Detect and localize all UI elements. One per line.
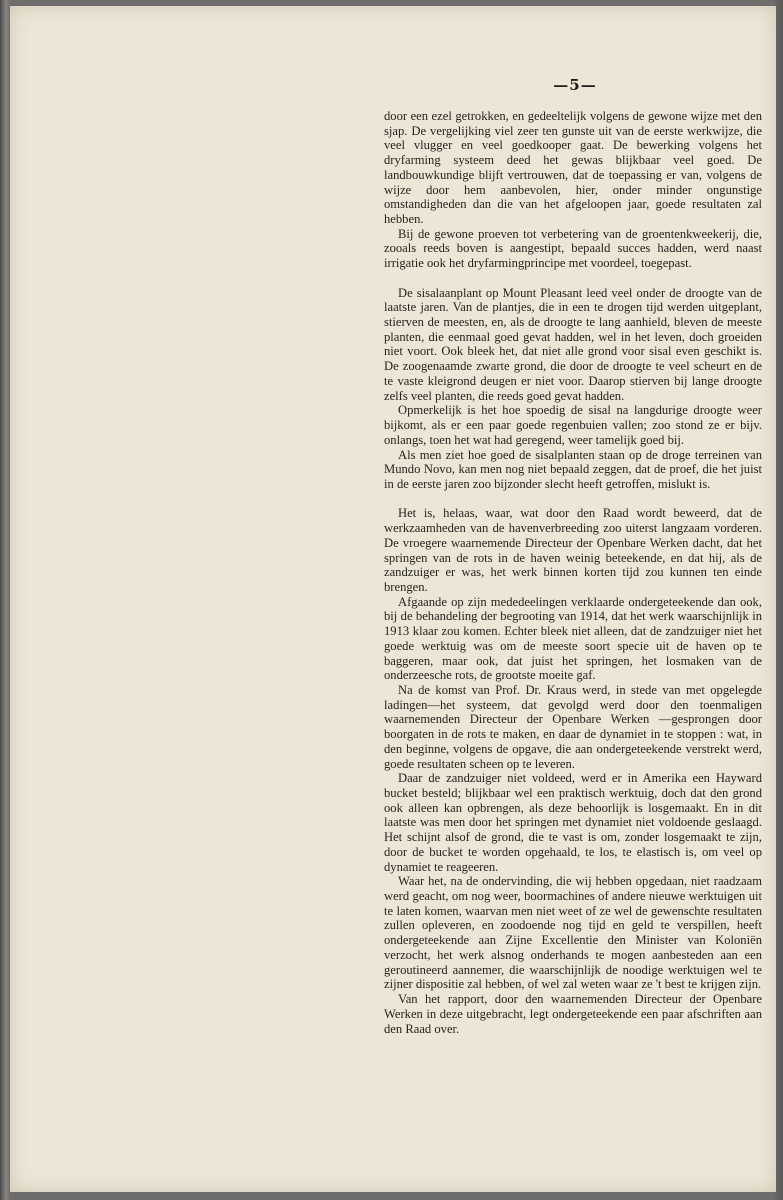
document-page [10,6,776,1192]
paragraph: Na de komst van Prof. Dr. Kraus werd, in stede van met opgelegde ladingen—het systeem, dat gevolgd werd door den toenmaligen waarnemenden Directeur der Openbare Werken —gesprongen door boorgaten in de rots te maken, en daar de dynamiet in te stoppen : wat, in den beginne, volgens de opgave, die aan ondergeteekende verstrekt werd, goede resultaten scheen op te leveren. [384,682,762,771]
page-number: —5— [553,76,597,94]
paragraph: Bij de gewone proeven tot verbetering van de groentenkweekerij, die, zooals reeds boven is aangestipt, bepaald succes hadden, werd naast irrigatie ook het dryfarmingprincipe met voordeel, toegepast. [384,226,762,271]
paragraph: Het is, helaas, waar, wat door den Raad wordt beweerd, dat de werkzaamheden van de havenverbreeding zoo uiterst langzaam vorderen. De vroegere waarnemende Directeur der Openbare Werken dacht, dat het springen van de rots in de haven weinig beteekende, en dat hij, als de zandzuiger er was, het werk binnen korten tijd zou kunnen ten einde brengen. [384,506,762,594]
body-text [384,109,762,1036]
paragraph: Van het rapport, door den waarnemenden Directeur der Openbare Werken in deze uitgebracht, legt ondergeteekende een paar afschriften aan den Raad over. [384,992,762,1036]
paragraph: door een ezel getrokken, en gedeeltelijk volgens de gewone wijze met den sjap. De vergelijking viel zeer ten gunste uit van de eerste werkwijze, die veel vlugger en veel goedkooper gaat. De bewerking volgens het dryfarming systeem deed het gewas blijkbaar veel goed. De landbouwkundige blijft vertrouwen, dat de toepassing er van, volgens de wijze door hem aanbevolen, hier, onder minder ongunstige omstandigheden dan die van het afgeloopen jaar, goede resultaten zal hebben. [384,109,762,227]
paragraph: Waar het, na de ondervinding, die wij hebben opgedaan, niet raadzaam werd geacht, om nog weer, boormachines of andere nieuwe werktuigen uit te laten komen, waarvan men niet weet of ze wel de gewenschte resultaten zullen opleveren, en zoodoende nog tijd en geld te verspillen, heeft ondergeteekende aan Zijne Excellentie den Minister van Koloniën verzocht, het werk alsnog onderhands te mogen aanbesteden aan een geroutineerd aannemer, die waarschijnlijk de noodige werktuigen wel te zijner dispositie zal hebben, of wel zal weten waar ze 't best te krijgen zijn. [384,874,762,992]
paragraph: Opmerkelijk is het hoe spoedig de sisal na langdurige droogte weer bijkomt, als er een paar goede regenbuien vallen; zoo stond ze er bijv. onlangs, toen het wat had geregend, weer tamelijk goed bij. [384,403,762,447]
paragraph: Daar de zandzuiger niet voldeed, werd er in Amerika een Hayward bucket besteld; blijkbaar wel een praktisch werktuig, doch dat den grond ook alleen kan opbrengen, als deze behoorlijk is losgemaakt. En in dit laatste was men door het springen met dynamiet niet voldoende geslaagd. Het schijnt alsof de grond, die te vast is om, zonder losgemaakt te zijn, door de bucket te worden opgehaald, te los, te elastisch is, om veel op dynamiet te reageeren. [384,771,762,874]
paragraph: De sisalaanplant op Mount Pleasant leed veel onder de droogte van de laatste jaren. Van de plantjes, die in een te drogen tijd werden uitgeplant, stierven de meesten, en, als de droogte te lang aanhield, bleven de meeste planten, die eenmaal goed gevat hadden, wel in het leven, doch groeiden niet voort. Ook bleek het, dat niet alle grond voor sisal even geschikt is. De zoogenaamde zwarte grond, die door de droogte te veel scheurt en de te vaste kleigrond deugen er niet voor. Daarop stierven bij lange droogte zelfs veel planten, die reeds goed gevat hadden. [384,285,762,403]
paragraph: Afgaande op zijn mededeelingen verklaarde ondergeteekende dan ook, bij de behandeling der begrooting van 1914, dat het werk waarschijnlijk in 1913 klaar zou komen. Echter bleek niet alleen, dat de zandzuiger niet het goede werktuig was om de meeste soort specie uit de haven op te baggeren, maar ook, dat juist het springen, het losmaken van de onderzeesche rots, de grootste moeite gaf. [384,594,762,683]
paragraph: Als men ziet hoe goed de sisalplanten staan op de droge terreinen van Mundo Novo, kan men nog niet bepaald zeggen, dat de proef, die het juist in de eerste jaren zoo bijzonder slecht heeft getroffen, mislukt is. [384,447,762,491]
